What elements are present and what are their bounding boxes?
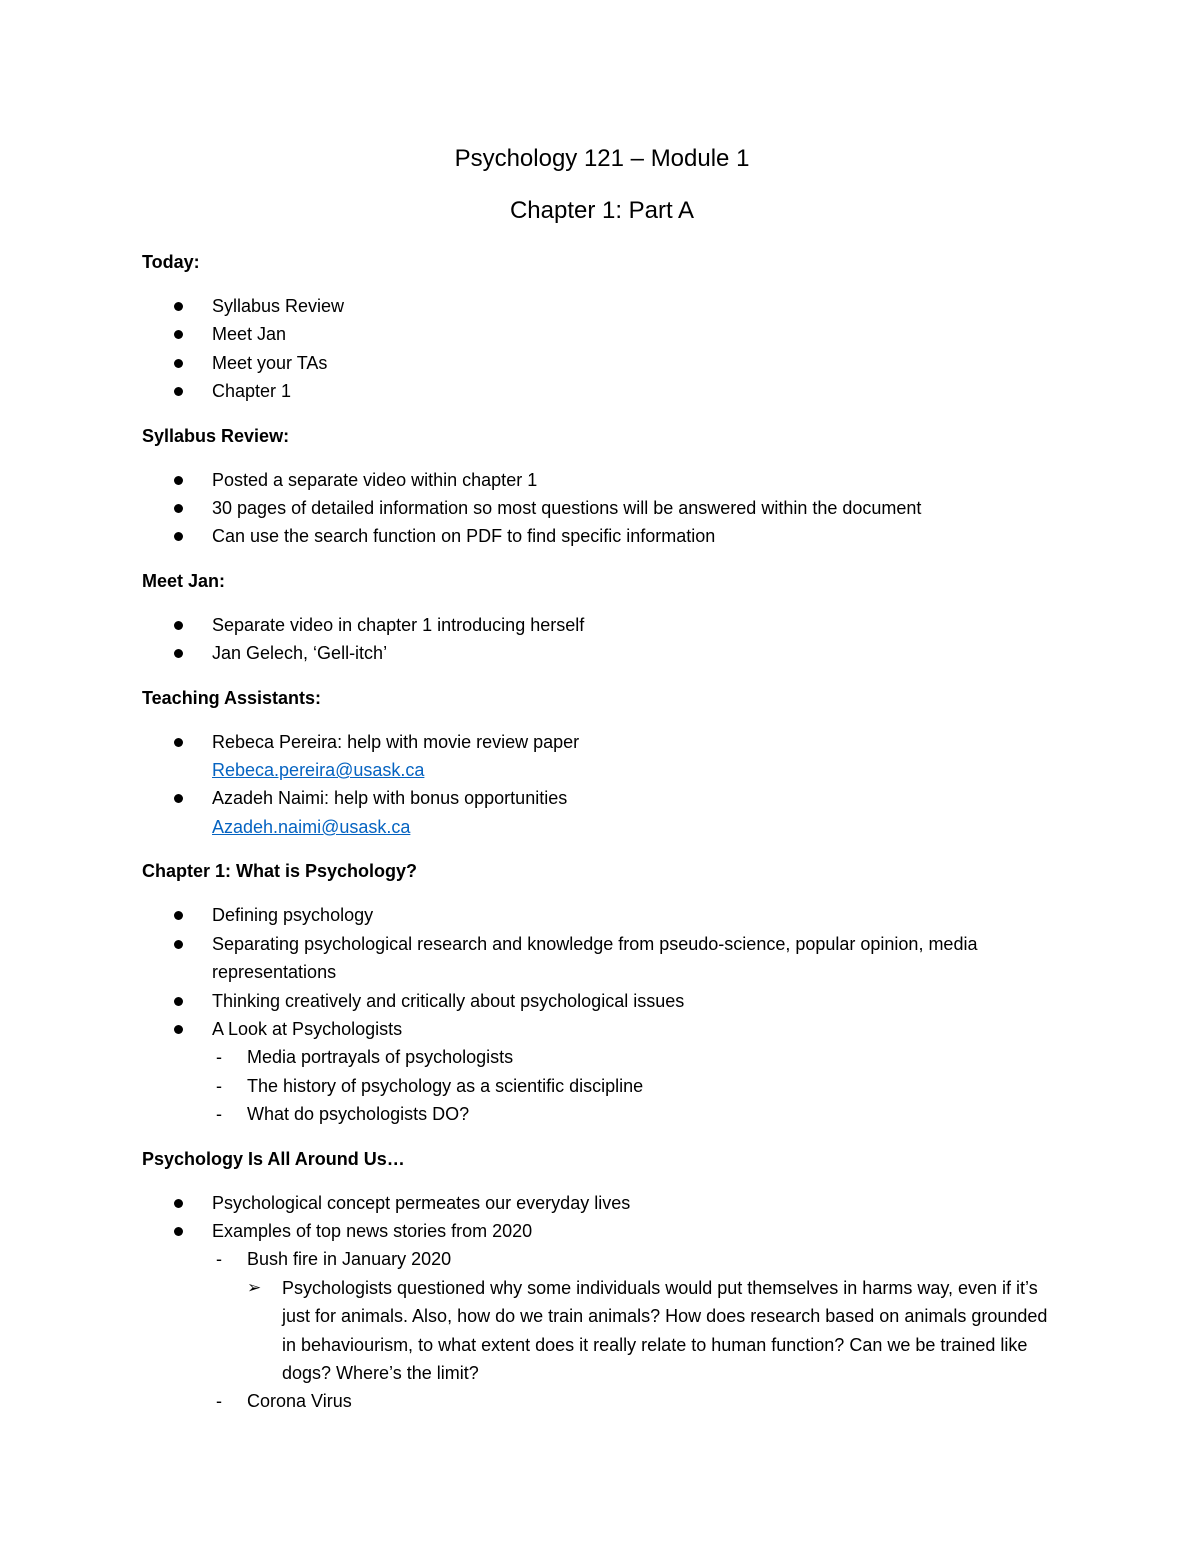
list-item: - The history of psychology as a scientific discipline (212, 1072, 1062, 1100)
list-item: Psychological concept permeates our everyday lives (142, 1189, 1062, 1217)
bullet-icon (174, 387, 183, 396)
list-item: 30 pages of detailed information so most questions will be answered within the document (142, 494, 1062, 522)
dash-icon: - (216, 1047, 222, 1068)
bullet-icon (174, 911, 183, 920)
section-heading-around: Psychology Is All Around Us… (142, 1148, 405, 1169)
list-item: - What do psychologists DO? (212, 1100, 1062, 1128)
list-item: Thinking creatively and critically about psychological issues (142, 987, 1062, 1015)
list-item: - Bush fire in January 2020 ➢ Psychologists questioned why some individuals would put themselves in harms way, even if it’s just for animals. Also, how do we train animals? How does research based on animals grounded in behaviourism, to what extent does it really relate to human function? Can we be trained like dogs? Where’s the limit? (212, 1245, 1062, 1387)
dash-icon: - (216, 1075, 222, 1096)
around-arrow-list (247, 1274, 1062, 1388)
syllabus-list (142, 466, 1062, 551)
bullet-icon (174, 649, 183, 658)
dash-icon: - (216, 1249, 222, 1270)
email-link-azadeh[interactable]: Azadeh.naimi@usask.ca (212, 816, 411, 837)
section-heading-chapter1: Chapter 1: What is Psychology? (142, 861, 418, 882)
bullet-icon (174, 302, 183, 311)
tas-list (142, 728, 1062, 842)
list-item: Examples of top news stories from 2020 - Bush fire in January 2020 ➢ Psychologists questioned why some individuals would put themselves in harms way, even if it’s just for animals. Also, how do we train animals? How does research based on animals grounded in behaviourism, to what extent does it really relate to human function? Can we be trained like dogs? Where’s the limit? - Corona Virus (142, 1217, 1062, 1416)
today-list (142, 292, 1062, 406)
section-heading-today: Today: (142, 252, 200, 272)
section-heading-syllabus: Syllabus Review: (142, 425, 290, 446)
bullet-icon (174, 330, 183, 339)
document-title: Psychology 121 – Module 1 (454, 145, 750, 172)
list-item: Separate video in chapter 1 introducing herself (142, 611, 1062, 639)
list-item: A Look at Psychologists - Media portrayals of psychologists - The history of psychology as a scientific discipline - What do psychologists DO? (142, 1015, 1062, 1129)
around-sublist (212, 1245, 1062, 1415)
list-item: Defining psychology (142, 901, 1062, 929)
list-item: Can use the search function on PDF to find specific information (142, 522, 1062, 550)
dash-icon: - (216, 1391, 222, 1412)
list-item: Separating psychological research and knowledge from pseudo-science, popular opinion, media representations (142, 930, 1062, 987)
chapter1-sublist (212, 1043, 1062, 1128)
list-item: Jan Gelech, ‘Gell-itch’ (142, 639, 1062, 667)
bullet-icon (174, 359, 183, 368)
bullet-icon (174, 1025, 183, 1034)
list-item: Rebeca Pereira: help with movie review paper Rebeca.pereira@usask.ca (142, 728, 1062, 785)
bullet-icon (174, 738, 183, 747)
email-link-rebeca[interactable]: Rebeca.pereira@usask.ca (212, 760, 425, 781)
bullet-icon (174, 621, 183, 630)
list-item: Meet Jan (142, 320, 1062, 348)
list-item: - Corona Virus (212, 1387, 1062, 1415)
list-item: ➢ Psychologists questioned why some individuals would put themselves in harms way, even if it’s just for animals. Also, how do we train animals? How does research based on animals grounded in behaviourism, to what extent does it really relate to human function? Can we be trained like dogs? Where’s the limit? (247, 1274, 1062, 1388)
list-item: Meet your TAs (142, 349, 1062, 377)
around-list (142, 1189, 1062, 1416)
document-page (142, 140, 1062, 1432)
arrow-right-icon: ➢ (247, 1277, 262, 1298)
list-item: Syllabus Review (142, 292, 1062, 320)
list-item: Posted a separate video within chapter 1 (142, 466, 1062, 494)
list-item: Chapter 1 (142, 377, 1062, 405)
meet-jan-list (142, 611, 1062, 668)
bullet-icon (174, 504, 183, 513)
list-item: Azadeh Naimi: help with bonus opportunities Azadeh.naimi@usask.ca (142, 784, 1062, 841)
dash-icon: - (216, 1104, 222, 1125)
bullet-icon (174, 940, 183, 949)
chapter1-list (142, 901, 1062, 1128)
bullet-icon (174, 1227, 183, 1236)
list-item: - Media portrayals of psychologists (212, 1043, 1062, 1071)
bullet-icon (174, 1199, 183, 1208)
bullet-icon (174, 794, 183, 803)
bullet-icon (174, 532, 183, 541)
section-heading-tas: Teaching Assistants: (142, 687, 322, 708)
bullet-icon (174, 476, 183, 485)
bullet-icon (174, 997, 183, 1006)
section-heading-meet-jan: Meet Jan: (142, 570, 226, 591)
document-subtitle: Chapter 1: Part A (509, 197, 695, 224)
